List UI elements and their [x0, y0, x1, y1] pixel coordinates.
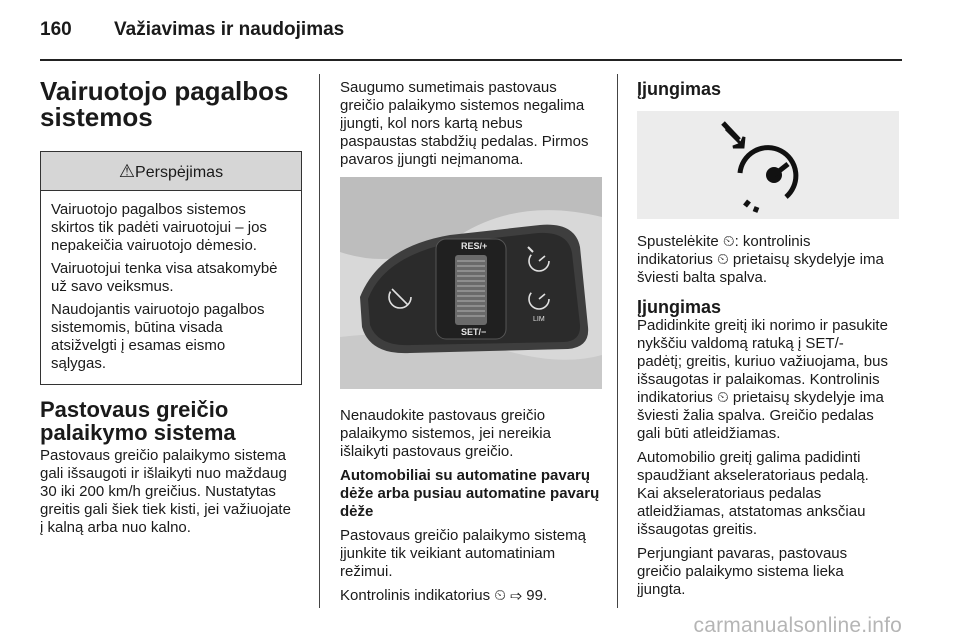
- body-line: gali būti atleidžiamas.: [637, 425, 781, 442]
- cruise-control-speedometer-icon: [637, 111, 899, 219]
- body-paragraph: [340, 407, 605, 461]
- body-line: padėtį; greitis, kuriuo važiuojama, bus: [637, 353, 888, 370]
- body-line: šviesti balta spalva.: [637, 269, 768, 286]
- intro-line: Saugumo sumetimais pastovaus: [340, 79, 557, 96]
- section-title: [40, 78, 302, 130]
- column-2: [340, 79, 605, 611]
- body-line: 30 iki 200 km/h greičius. Nustatytas: [40, 483, 276, 500]
- warning-header: [41, 152, 301, 191]
- warning-paragraph: [51, 201, 291, 255]
- subhead-line: dėže arba pusiau automatine pavarų: [340, 485, 600, 502]
- body-line: išsaugotas ir palaikomas. Kontrolinis: [637, 371, 880, 388]
- body-paragraph: [637, 233, 905, 287]
- lim-label: LIM: [533, 316, 545, 323]
- body-paragraph: [40, 447, 302, 537]
- watermark: carmanualsonline.info: [693, 614, 902, 637]
- page-number: 160: [40, 19, 72, 40]
- subhead-line: Automobiliai su automatine pavarų: [340, 467, 591, 484]
- column-divider-1: [319, 74, 320, 608]
- body-line: gali išsaugoti ir išlaikyti nuo maždaug: [40, 465, 287, 482]
- body-line: indikatorius ⏲ prietaisų skydelyje ima: [637, 389, 884, 406]
- body-line: šviesti žalia spalva. Greičio pedalas: [637, 407, 874, 424]
- warning-line: skirtos tik padėti vairuotojui – jos: [51, 219, 267, 236]
- warning-line: sistemomis, būtina visada: [51, 319, 223, 336]
- intro-paragraph: [340, 79, 605, 169]
- body-line: išsaugotas greitis.: [637, 521, 758, 538]
- steering-wheel-controls-image: [340, 177, 605, 394]
- header-title: Važiavimas ir naudojimas: [114, 19, 345, 40]
- body-line: režimui.: [340, 563, 393, 580]
- warning-body: [41, 191, 301, 384]
- warning-line: Naudojantis vairuotojo pagalbos: [51, 301, 265, 318]
- column-3: [637, 79, 905, 605]
- activation-heading-2: Įjungimas: [637, 297, 722, 317]
- body-line: greičio palaikymo sistema lieka: [637, 563, 844, 580]
- subsection-title-line: palaikymo sistema: [40, 420, 236, 445]
- automatic-transmission-subhead: [340, 467, 605, 521]
- body-line: Padidinkite greitį iki norimo ir pasukite: [637, 317, 888, 334]
- body-line: nykščiu valdomą ratuką į SET/-: [637, 335, 844, 352]
- set-label: SET/−: [461, 327, 487, 337]
- body-line: atleidžiamas, atstatomas anksčiau: [637, 503, 866, 520]
- header-rule: [40, 59, 902, 61]
- body-line: Kai akseleratoriaus pedalas: [637, 485, 822, 502]
- body-line: Pastovaus greičio palaikymo sistema: [40, 447, 286, 464]
- body-line: Perjungiant pavaras, pastovaus: [637, 545, 848, 562]
- body-line: palaikymo sistemos, jei nereikia: [340, 425, 551, 442]
- body-line: įjungta.: [637, 581, 686, 598]
- warning-line: atsižvelgti į esamas eismo: [51, 337, 226, 354]
- intro-line: paspaustas stabdžių pedalas. Pirmos: [340, 133, 589, 150]
- activation-heading: Įjungimas: [637, 79, 722, 99]
- intro-line: pavaros įjungti neįmanoma.: [340, 151, 524, 168]
- body-line: indikatorius ⏲ prietaisų skydelyje ima: [637, 251, 884, 268]
- body-line: spaudžiant akseleratoriaus pedalą.: [637, 467, 869, 484]
- warning-line: už savo veiksmus.: [51, 278, 174, 295]
- section-title-line: Vairuotojo pagalbos: [40, 76, 289, 106]
- body-line: Nenaudokite pastovaus greičio: [340, 407, 546, 424]
- intro-line: greičio palaikymo sistemos negalima: [340, 97, 585, 114]
- warning-line: Vairuotojui tenka visa atsakomybė: [51, 260, 278, 277]
- steering-wheel-illustration: [340, 177, 602, 389]
- column-1: [40, 78, 302, 543]
- res-label: RES/+: [461, 241, 488, 251]
- warning-line: sąlygas.: [51, 355, 107, 372]
- body-line: Pastovaus greičio palaikymo sistemą: [340, 527, 586, 544]
- body-paragraph: [340, 527, 605, 581]
- indicator-reference: Kontrolinis indikatorius ⏲ ⇨ 99.: [340, 587, 548, 604]
- column-divider-2: [617, 74, 618, 608]
- body-line: į kalną arba nuo kalno.: [40, 519, 191, 536]
- page-header: [40, 19, 344, 41]
- body-line: Automobilio greitį galima padidinti: [637, 449, 861, 466]
- body-line: įjunkite tik veikiant automatiniam: [340, 545, 556, 562]
- warning-paragraph: [51, 301, 291, 373]
- body-line: Spustelėkite ⏲: kontrolinis: [637, 233, 811, 250]
- subhead-line: dėže: [340, 503, 374, 520]
- warning-line: nepakeičia vairuotojo dėmesio.: [51, 237, 257, 254]
- warning-line: Vairuotojo pagalbos sistemos: [51, 201, 246, 218]
- body-paragraph: [637, 449, 905, 539]
- warning-paragraph: [51, 260, 291, 296]
- body-line: greitis gali šiek tiek kisti, jei važiuojate: [40, 501, 291, 518]
- cruise-icon-panel: [637, 111, 899, 219]
- warning-triangle-icon: ⚠: [118, 161, 136, 181]
- body-paragraph: [637, 545, 905, 599]
- body-paragraph: [637, 317, 905, 443]
- section-title-line: sistemos: [40, 102, 153, 132]
- subsection-title: [40, 398, 302, 444]
- subsection-title-line: Pastovaus greičio: [40, 397, 229, 422]
- body-line: išlaikyti pastovaus greičio.: [340, 443, 514, 460]
- warning-title: Perspėjimas: [135, 164, 224, 181]
- warning-box: [40, 151, 302, 385]
- intro-line: įjungti, kol nors kartą nebus: [340, 115, 523, 132]
